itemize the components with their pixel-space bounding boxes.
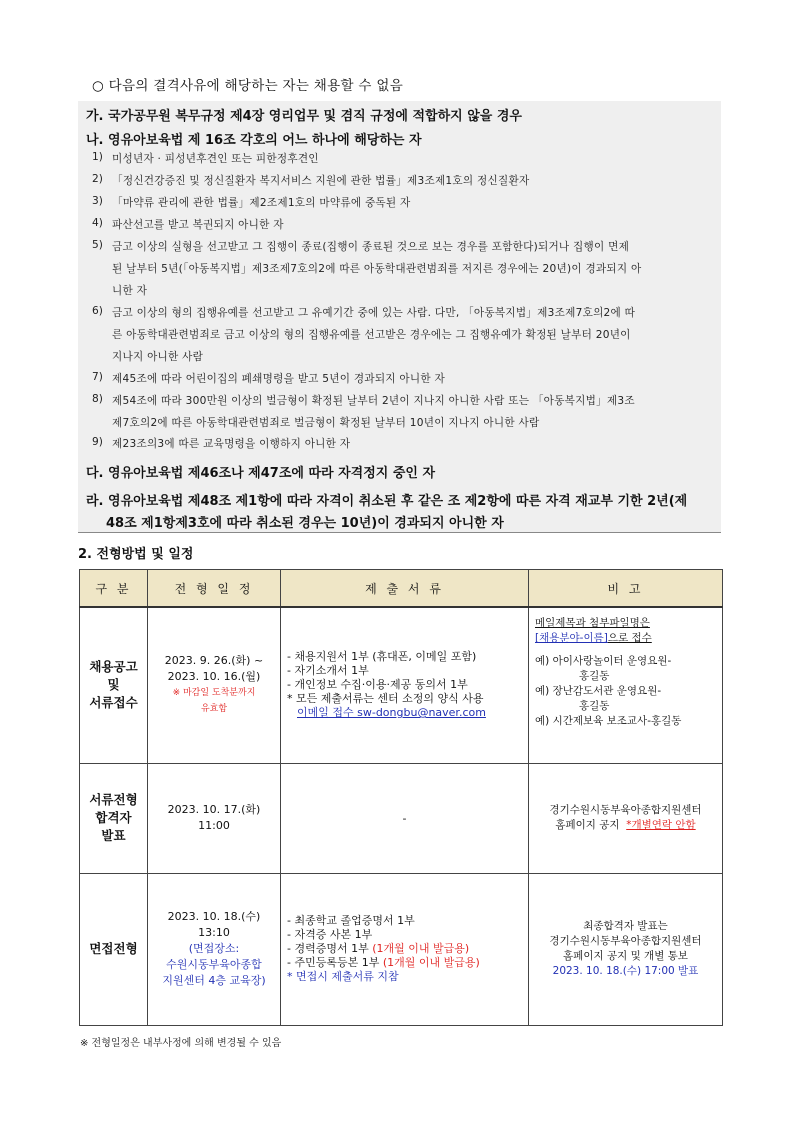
row1-schedule: 2023. 9. 26.(화) ~ 2023. 10. 16.(월) ※ 마감일 도착분까지 유효함 [148, 607, 281, 763]
sub-item-text: 제45조에 따라 어린이집의 폐쇄명령을 받고 5년이 경과되지 아니한 자 [112, 373, 445, 385]
row1-category: 채용공고 및 서류접수 [80, 607, 148, 763]
header-documents: 제 출 서 류 [281, 570, 529, 608]
table-row [80, 607, 723, 763]
sub-item-text: 파산선고를 받고 복권되지 아니한 자 [112, 219, 284, 231]
section-title: 2. 전형방법 및 일정 [78, 547, 194, 562]
sub-item-text: 「정신건강증진 및 정신질환자 복지서비스 지원에 관한 법률」제3조제1호의 정신질환자 [112, 175, 530, 187]
sub-item-number: 7) [92, 371, 103, 383]
row3-category: 면접전형 [80, 873, 148, 1025]
sub-item-text: 제54조에 따라 300만원 이상의 벌금형이 확정된 날부터 2년이 지나지 아니한 사람 또는 「아동복지법」제3조 [112, 395, 635, 407]
item-ra-continued: 48조 제1항제3호에 따라 취소된 경우는 10년)이 경과되지 아니한 자 [106, 516, 504, 531]
sub-item-text: 금고 이상의 형의 집행유예를 선고받고 그 유예기간 중에 있는 사람. 다만, 「아동복지법」제3조제7호의2에 따 [112, 307, 636, 319]
row2-schedule: 2023. 10. 17.(화) 11:00 [148, 763, 281, 873]
sub-item-text: 지나지 아니한 사람 [112, 351, 204, 363]
table-header-row [80, 570, 723, 608]
sub-item-text: 니한 자 [112, 285, 148, 297]
header-category: 구 분 [80, 570, 148, 608]
header-schedule: 전 형 일 정 [148, 570, 281, 608]
row2-documents: - [281, 763, 529, 873]
sub-item-number: 1) [92, 151, 103, 163]
row1-documents: - 채용지원서 1부 (휴대폰, 이메일 포함) - 자기소개서 1부 - 개인정보 수집·이용·제공 동의서 1부 * 모든 제출서류는 센터 소정의 양식 사용 이메일 접수 sw-dongbu@naver.com [281, 607, 529, 763]
item-da: 다. 영유아보육법 제46조나 제47조에 따라 자격정지 중인 자 [86, 466, 436, 481]
sub-item-number: 6) [92, 305, 103, 317]
sub-item-text: 제23조의3에 따른 교육명령을 이행하지 아니한 자 [112, 438, 351, 450]
sub-item-number: 8) [92, 393, 103, 405]
schedule-table [79, 569, 723, 1026]
sub-item-text: 금고 이상의 실형을 선고받고 그 집행이 종료(집행이 종료된 것으로 보는 경우를 포함한다)되거나 집행이 면제 [112, 241, 630, 253]
sub-item-text: 미성년자 · 피성년후견인 또는 피한정후견인 [112, 153, 319, 165]
row3-remarks: 최종합격자 발표는 경기수원시동부육아종합지원센터 홈페이지 공지 및 개별 통보 2023. 10. 18.(수) 17:00 발표 [529, 873, 723, 1025]
sub-item-number: 4) [92, 217, 103, 229]
sub-item-number: 3) [92, 195, 103, 207]
disqualification-heading: ○ 다음의 결격사유에 해당하는 자는 채용할 수 없음 [92, 78, 404, 94]
sub-item-number: 2) [92, 173, 103, 185]
sub-item-number: 9) [92, 436, 103, 448]
table-row [80, 873, 723, 1025]
sub-item-text: 른 아동학대관련범죄로 금고 이상의 형의 집행유예를 선고받은 경우에는 그 집행유예가 확정된 날부터 20년이 [112, 329, 631, 341]
sub-item-number: 5) [92, 239, 103, 251]
item-na: 나. 영유아보육법 제 16조 각호의 어느 하나에 해당하는 자 [86, 133, 422, 148]
footnote: ※ 전형일정은 내부사정에 의해 변경될 수 있음 [80, 1038, 282, 1049]
header-remarks: 비 고 [529, 570, 723, 608]
item-ra: 라. 영유아보육법 제48조 제1항에 따라 자격이 취소된 후 같은 조 제2항에 따른 자격 재교부 기한 2년(제 [86, 494, 688, 509]
row3-documents: - 최종학교 졸업증명서 1부 - 자격증 사본 1부 - 경력증명서 1부 (1개월 이내 발급용) - 주민등록등본 1부 (1개월 이내 발급용) * 면접시 제출서류 지참 [281, 873, 529, 1025]
row1-remarks: 메일제목과 첨부파일명은 [채용분야-이름]으로 접수 예) 아이사랑놀이터 운영요원- 홍길동 예) 장난감도서관 운영요원- 홍길동 예) 시간제보육 보조교사-홍길동 [529, 607, 723, 763]
disqualification-box [78, 101, 721, 533]
item-ga: 가. 국가공무원 복무규정 제4장 영리업무 및 겸직 규정에 적합하지 않을 경우 [86, 109, 522, 124]
email-link[interactable]: 이메일 접수 sw-dongbu@naver.com [297, 706, 486, 720]
row2-remarks: 경기수원시동부육아종합지원센터 홈페이지 공지 *개별연락 안함 [529, 763, 723, 873]
row2-category: 서류전형 합격자 발표 [80, 763, 148, 873]
row3-schedule: 2023. 10. 18.(수) 13:10 (면접장소: 수원시동부육아종합 지원센터 4층 교육장) [148, 873, 281, 1025]
sub-item-text: 된 날부터 5년(「아동복지법」제3조제7호의2에 따른 아동학대관련범죄를 저지른 경우에는 20년)이 경과되지 아 [112, 263, 642, 275]
sub-item-text: 「마약류 관리에 관한 법률」제2조제1호의 마약류에 중독된 자 [112, 197, 411, 209]
table-row [80, 763, 723, 873]
sub-item-text: 제7호의2에 따른 아동학대관련범죄로 벌금형이 확정된 날부터 10년이 지나지 아니한 사람 [112, 417, 540, 429]
